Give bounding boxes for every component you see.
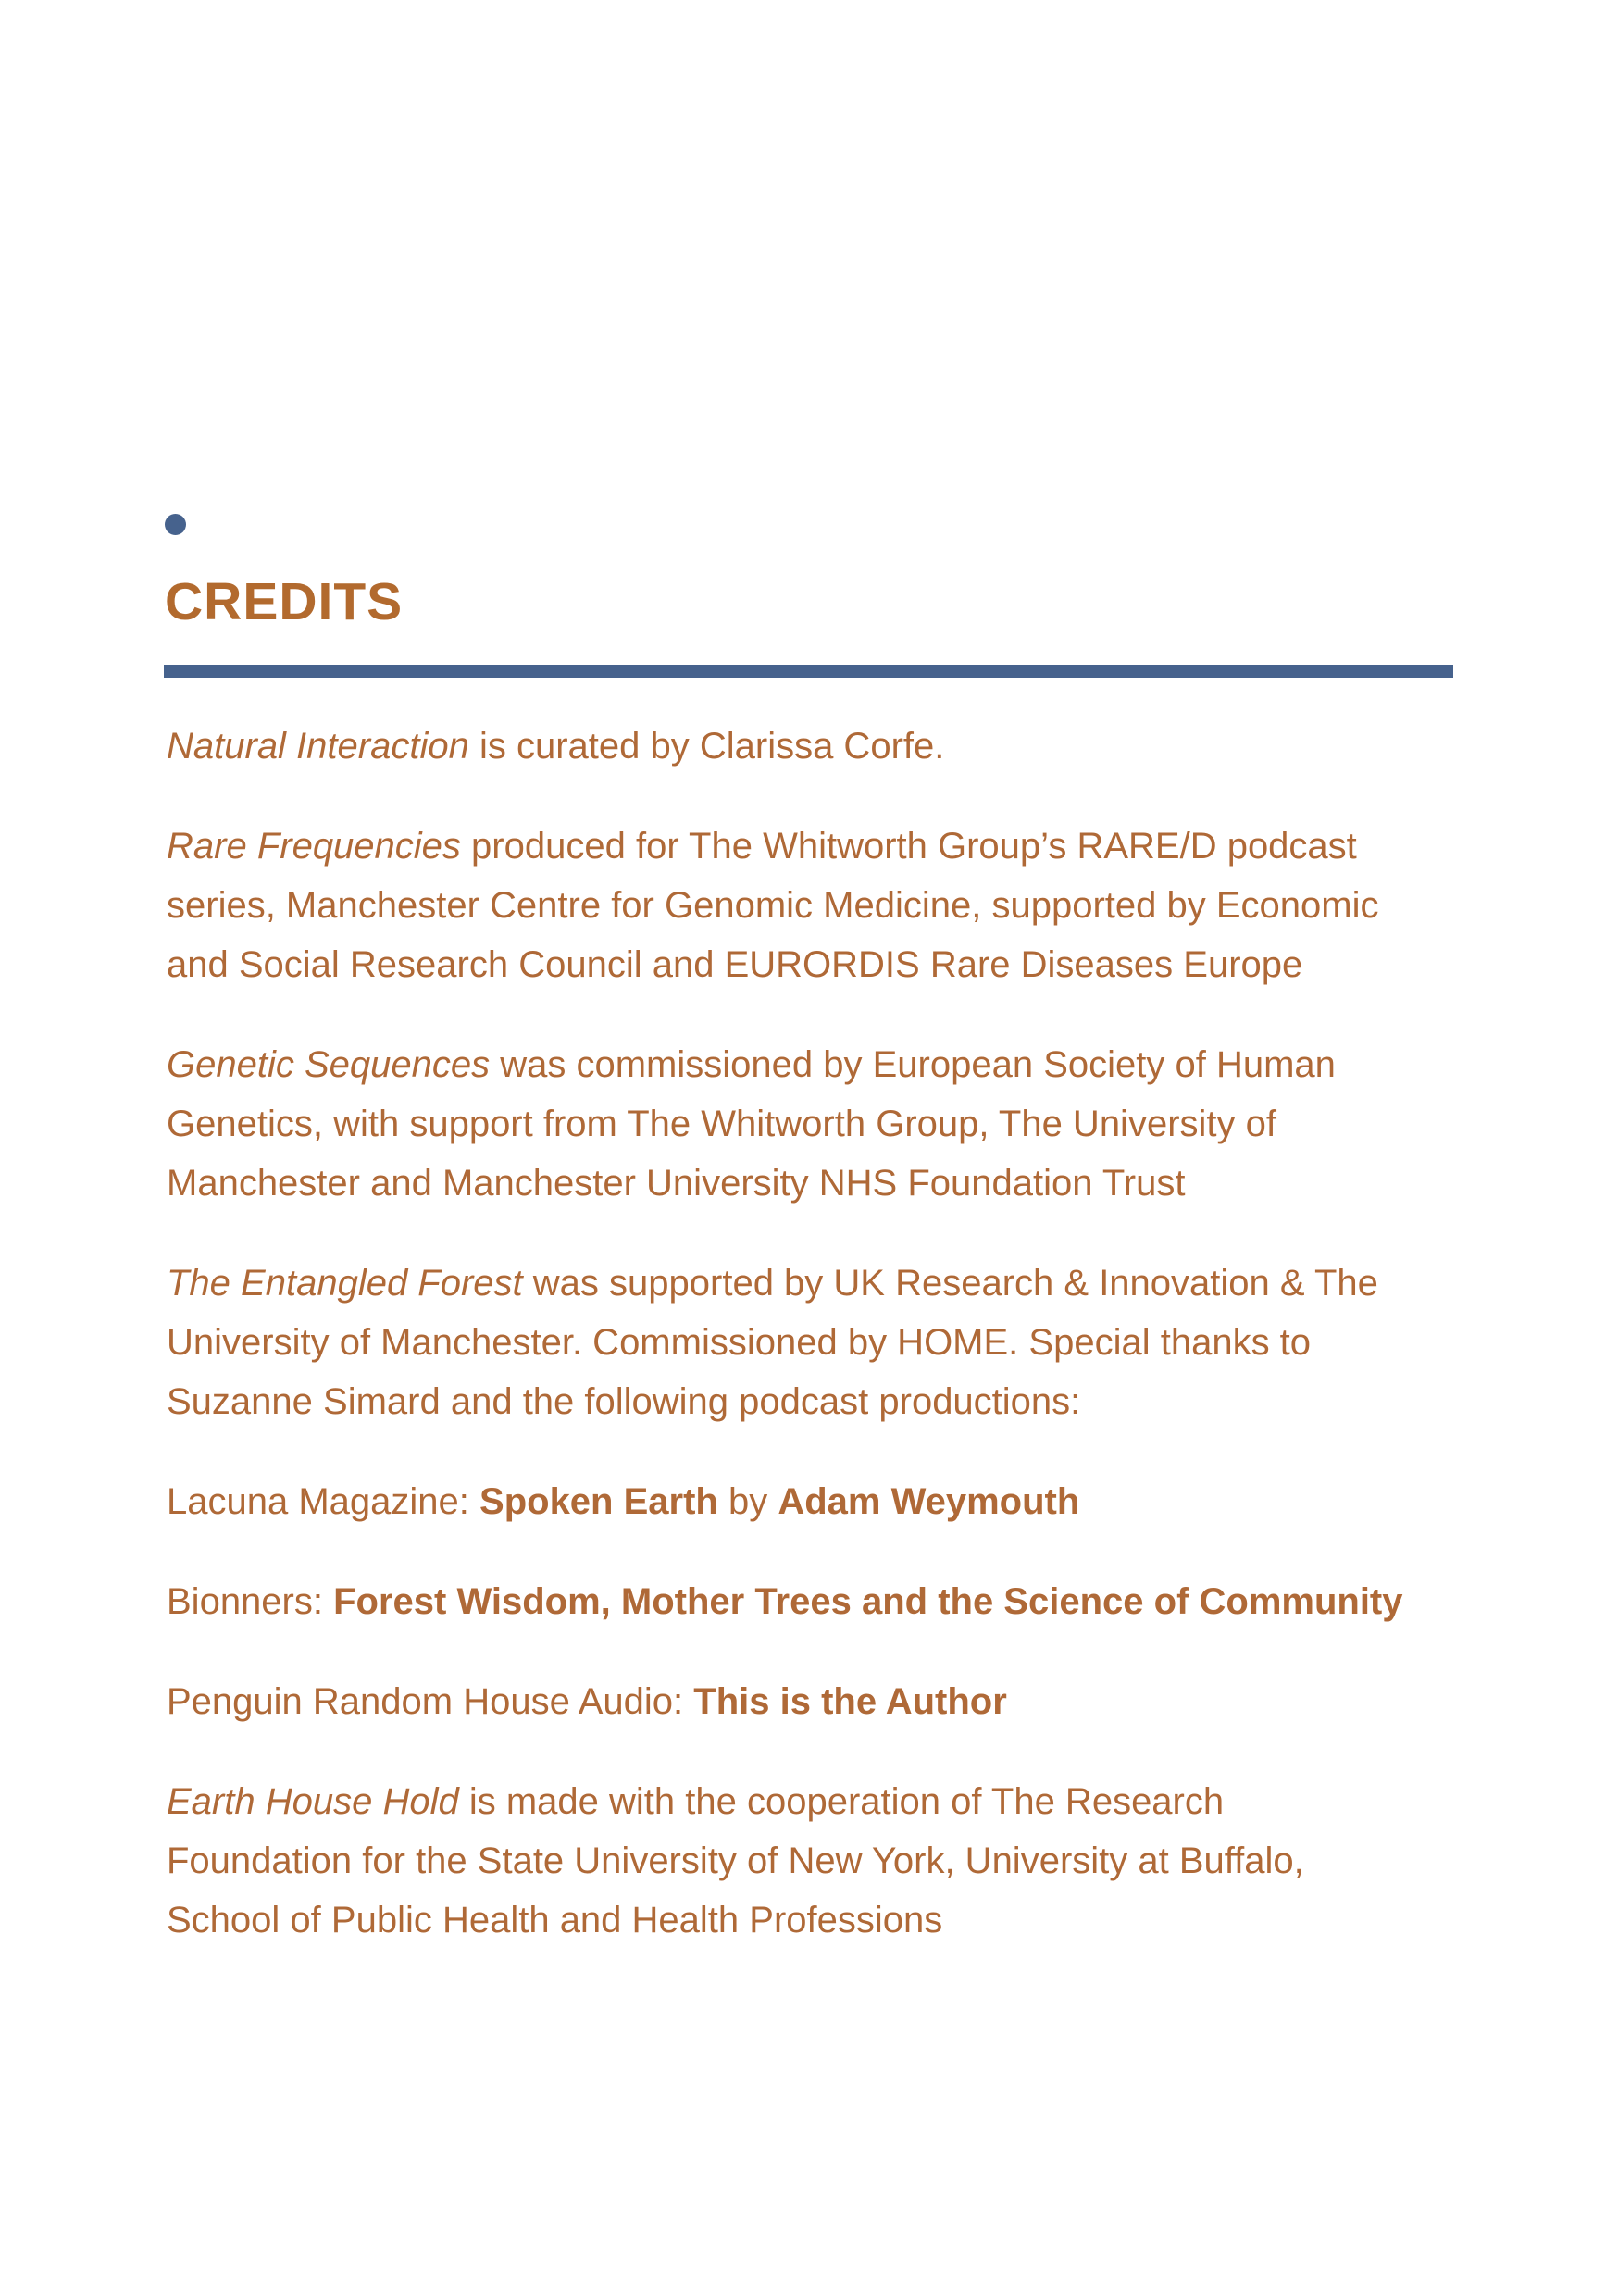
credit-text: was supported by UK Research & Innovation & The — [522, 1263, 1378, 1304]
credit-text: Foundation for the State University of New York, University at Buffalo, — [167, 1841, 1304, 1881]
credit-text: Lacuna Magazine: — [167, 1481, 480, 1522]
credit-text: Manchester and Manchester University NHS Foundation Trust — [167, 1163, 1186, 1204]
credits-paragraph — [167, 1572, 1574, 1631]
page-title: CREDITS — [165, 572, 404, 631]
credit-text: was commissioned by European Society of Human — [490, 1044, 1336, 1085]
bullet-dot-icon — [165, 514, 186, 535]
credit-text: and Social Research Council and EURORDIS Rare Diseases Europe — [167, 944, 1303, 985]
highlighted-credit-text: Adam Weymouth — [778, 1481, 1080, 1522]
credits-paragraph — [167, 817, 1574, 994]
divider-rule — [164, 665, 1453, 678]
highlighted-credit-text: This is the Author — [693, 1681, 1007, 1722]
credit-text: is made with the cooperation of The Research — [458, 1781, 1225, 1822]
credit-text: School of Public Health and Health Professions — [167, 1900, 943, 1940]
highlighted-credit-text: Spoken Earth — [479, 1481, 718, 1522]
credits-paragraph — [167, 1254, 1574, 1431]
work-title-text: The Entangled Forest — [167, 1263, 523, 1304]
credit-text: Suzanne Simard and the following podcast productions: — [167, 1381, 1081, 1422]
credit-text: Genetics, with support from The Whitworth Group, The University of — [167, 1104, 1276, 1144]
credits-paragraph — [167, 1672, 1574, 1731]
credits-paragraph — [167, 1472, 1574, 1531]
credits-paragraph — [167, 1035, 1574, 1213]
credits-paragraph — [167, 717, 1574, 776]
work-title-text: Earth House Hold — [167, 1781, 459, 1822]
credit-text: series, Manchester Centre for Genomic Medicine, supported by Economic — [167, 885, 1379, 926]
credit-text: University of Manchester. Commissioned by HOME. Special thanks to — [167, 1322, 1312, 1363]
credits-body — [167, 717, 1574, 1990]
work-title-text: Natural Interaction — [167, 726, 469, 767]
credit-text: by — [717, 1481, 778, 1522]
credit-text: is curated by Clarissa Corfe. — [468, 726, 945, 767]
credit-text: produced for The Whitworth Group’s RARE/D podcast — [460, 826, 1357, 867]
credit-text: Penguin Random House Audio: — [167, 1681, 694, 1722]
work-title-text: Rare Frequencies — [167, 826, 461, 867]
credit-text: Bionners: — [167, 1581, 334, 1622]
credits-paragraph — [167, 1772, 1574, 1950]
highlighted-credit-text: Forest Wisdom, Mother Trees and the Science of Community — [333, 1581, 1403, 1622]
work-title-text: Genetic Sequences — [167, 1044, 491, 1085]
